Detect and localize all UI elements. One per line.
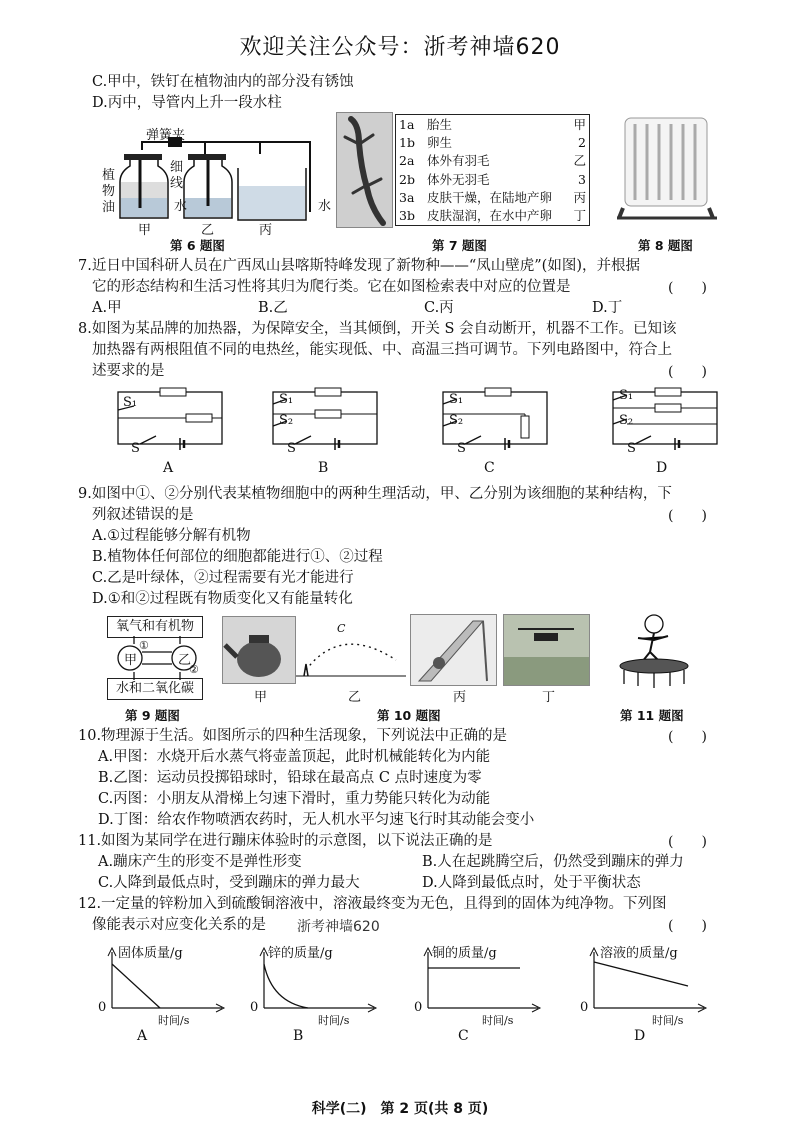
label-process-1: ① [139,639,149,652]
trampoline-icon [614,612,694,692]
graph-b-origin: 0 [250,1000,259,1015]
q8-stem-line2: 加热器有两根阻值不同的电热丝，能实现低、中、高温三挡可调节。下列电路图中，符合上 [92,342,672,358]
q11-option-c: C.人降到最低点时，受到蹦床的弹力最大 [98,875,360,891]
q7-stem-line1: 7.近日中国科研人员在广西凤山县喀斯特峰发现了新物种——“凤山壁虎”(如图)，并根据 [78,258,640,274]
graph-c-xlabel: 时间/s [482,1014,514,1027]
label-water-left: 水 [174,199,188,214]
graph-c-letter: C [458,1028,469,1044]
q10-stem: 10.物理源于生活。如图所示的四种生活现象，下列说法中正确的是 [78,728,508,744]
q7-stem-line2: 它的形态结构和生活习性将其归为爬行类。它在如图检索表中对应的位置是 [92,279,571,295]
graph-a-xlabel: 时间/s [158,1014,190,1027]
graph-a-ylabel: 固体质量/g [118,946,183,961]
label-oil: 植物油 [102,168,116,215]
circuit-a-letter: A [163,460,174,476]
graph-c-origin: 0 [414,1000,423,1015]
circuit-d-s1: S₁ [619,388,634,403]
q11-option-b: B.人在起跳腾空后，仍然受到蹦床的弹力 [422,854,684,870]
drone-icon [504,615,589,685]
label-yi: 乙 [178,653,192,668]
q11-option-a: A.蹦床产生的形变不是弹性形变 [98,854,302,870]
graph-b-ylabel: 锌的质量/g [268,946,333,961]
key-row: 1a 胎生 甲 [399,116,586,132]
label-jia: 甲 [254,690,268,705]
q6-option-c: C.甲中，铁钉在植物油内的部分没有锈蚀 [92,74,354,90]
circuit-b-s2: S₂ [279,413,294,428]
label-jia: 甲 [124,653,138,668]
circuit-c-letter: C [484,460,495,476]
q9-answer-bracket: ( ) [668,508,707,524]
label-bing: 丙 [259,223,273,238]
q9-option-d: D.①和②过程既有物质变化又有能量转化 [92,591,353,607]
graph-d-origin: 0 [580,1000,589,1015]
box-oxygen-organic: 氧气和有机物 [107,616,203,638]
circuit-c-s1: S₁ [449,392,464,407]
circuit-b-s1: S₁ [279,392,294,407]
label-jia: 甲 [138,223,152,238]
page-footer: 科学(二) 第 2 页(共 8 页) [311,1101,489,1117]
q10-option-c: C.丙图：小朋友从滑梯上匀速下滑时，重力势能只转化为动能 [98,791,491,807]
figure-10-caption: 第 10 题图 [377,708,441,723]
figure-9-caption: 第 9 题图 [125,708,180,723]
kettle-icon [223,617,295,683]
q7-option-b: B.乙 [258,300,288,316]
point-c-label: C [337,622,346,635]
key-row: 3b 皮肤湿润，在水中产卵 丁 [399,208,586,224]
q10-option-d: D.丁图：给农作物喷洒农药时，无人机水平匀速飞行时其动能会变小 [98,812,535,828]
q9-option-c: C.乙是叶绿体，②过程需要有光才能进行 [92,570,354,586]
circuit-c-s: S [457,441,466,456]
q7-option-d: D.丁 [592,300,623,316]
q12-answer-bracket: ( ) [668,918,707,934]
gecko-icon [337,113,392,227]
circuit-c-s2: S₂ [449,413,464,428]
q9-stem-line1: 9.如图中①、②分别代表某植物细胞中的两种生理活动，甲、乙分别为该细胞的某种结构，下 [78,486,672,502]
circuit-d-s: S [627,441,636,456]
label-thread: 细线 [170,160,184,191]
label-water-right: 水 [318,199,332,214]
circuit-b-letter: B [318,460,329,476]
q7-answer-bracket: ( ) [668,280,707,296]
page-header: 欢迎关注公众号：浙考神墙620 [239,35,561,60]
heater-icon [617,110,717,226]
q11-answer-bracket: ( ) [668,834,707,850]
drone-photo [503,614,590,686]
label-yi: 乙 [348,690,362,705]
circuit-a-s: S [131,441,140,456]
circuit-d-s2: S₂ [619,413,634,428]
kettle-photo [222,616,296,684]
dichotomous-key [395,114,590,226]
q12-stem-line1: 12.一定量的锌粉加入到硫酸铜溶液中，溶液最终变为无色，且得到的固体为纯净物。下列图 [78,896,667,912]
q9-option-a: A.①过程能够分解有机物 [92,528,251,544]
graph-c-ylabel: 铜的质量/g [432,946,497,961]
label-ding: 丁 [542,690,556,705]
label-bing: 丙 [453,690,467,705]
q11-stem: 11.如图为某同学在进行蹦床体验时的示意图，以下说法正确的是 [78,833,493,849]
graph-b-line [264,964,308,1008]
watermark: 浙考神墙620 [297,919,380,935]
key-row: 3a 皮肤干燥，在陆地产卵 丙 [399,189,586,205]
q9-stem-line2: 列叙述错误的是 [92,507,194,523]
graph-b-letter: B [293,1028,304,1044]
slide-icon [411,615,496,685]
q8-stem-line1: 8.如图为某品牌的加热器，为保障安全，当其倾倒，开关 S 会自动断开，机器不工作。已知该 [78,321,677,337]
slide-photo [410,614,497,686]
q8-stem-line3: 述要求的是 [92,363,165,379]
key-row: 1b 卵生 2 [399,135,586,150]
q7-option-c: C.丙 [424,300,454,316]
q10-option-a: A.甲图：水烧开后水蒸气将壶盖顶起，此时机械能转化为内能 [98,749,491,765]
graph-a-line [112,964,160,1008]
q11-option-d: D.人降到最低点时，处于平衡状态 [422,875,641,891]
q10-option-b: B.乙图：运动员投掷铅球时，铅球在最高点 C 点时速度为零 [98,770,482,786]
box-water-co2: 水和二氧化碳 [107,678,203,700]
label-yi: 乙 [201,223,215,238]
label-clip: 弹簧夹 [146,128,186,143]
key-row: 2b 体外无羽毛 3 [399,171,586,187]
graph-d-line [594,962,688,986]
figure-8-caption: 第 8 题图 [638,238,693,253]
key-row: 2a 体外有羽毛 乙 [399,153,586,169]
q10-answer-bracket: ( ) [668,729,707,745]
figure-6-caption: 第 6 题图 [170,238,225,253]
figure-7-caption: 第 7 题图 [432,238,487,253]
shotput-diagram [296,630,406,680]
q7-option-a: A.甲 [92,300,122,316]
circuit-b-s: S [287,441,296,456]
gecko-photo [336,112,393,228]
graph-a-letter: A [137,1028,148,1044]
q9-option-b: B.植物体任何部位的细胞都能进行①、②过程 [92,549,383,565]
graph-d-xlabel: 时间/s [652,1014,684,1027]
q12-stem-line2: 像能表示对应变化关系的是 [92,917,266,933]
figure-11-caption: 第 11 题图 [620,708,684,723]
graph-d-letter: D [634,1028,646,1044]
q6-option-d: D.丙中，导管内上升一段水柱 [92,95,282,111]
graph-a-origin: 0 [98,1000,107,1015]
graph-d-ylabel: 溶液的质量/g [600,946,678,961]
label-process-2: ② [189,663,199,676]
graph-b-xlabel: 时间/s [318,1014,350,1027]
apparatus-diagram [110,120,320,230]
circuit-a-s1: S₁ [123,395,138,410]
q8-answer-bracket: ( ) [668,364,707,380]
circuit-d-letter: D [656,460,668,476]
